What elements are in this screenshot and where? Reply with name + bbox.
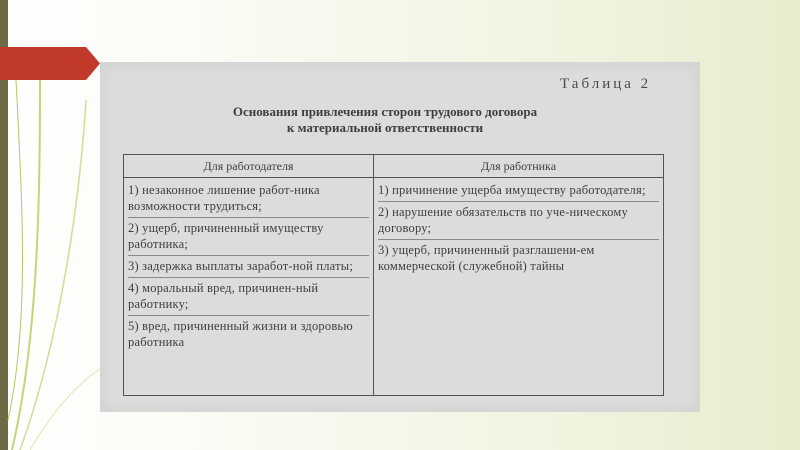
title-accent-arrow — [0, 47, 100, 80]
employer-item-4: 4) моральный вред, причинен-ный работнику; — [128, 278, 369, 316]
table-caption: Таблица 2 — [560, 76, 652, 92]
employee-item-1: 1) причинение ущерба имуществу работодателя; — [378, 180, 659, 202]
employee-item-2: 2) нарушение обязательств по уче-ническому договору; — [378, 202, 659, 240]
employer-item-3: 3) задержка выплаты заработ-ной платы; — [128, 256, 369, 278]
employee-item-3: 3) ущерб, причиненный разглашени-ем коммерческой (служебной) тайны — [378, 243, 595, 273]
employee-column — [374, 178, 664, 396]
table-title-line-2: к материальной ответственности — [286, 120, 484, 135]
table-header-row — [124, 155, 664, 178]
employer-item-5: 5) вред, причиненный жизни и здоровью работника — [128, 319, 353, 349]
employer-column — [124, 178, 374, 396]
liability-table — [123, 154, 664, 396]
table-title — [150, 104, 620, 136]
header-employee: Для работника — [374, 155, 664, 178]
header-employer: Для работодателя — [124, 155, 374, 178]
table-body-row — [124, 178, 664, 396]
employer-item-1: 1) незаконное лишение работ-ника возможности трудиться; — [128, 180, 369, 218]
employer-item-2: 2) ущерб, причиненный имуществу работника; — [128, 218, 369, 256]
table-title-line-1: Основания привлечения сторон трудового договора — [232, 104, 538, 119]
